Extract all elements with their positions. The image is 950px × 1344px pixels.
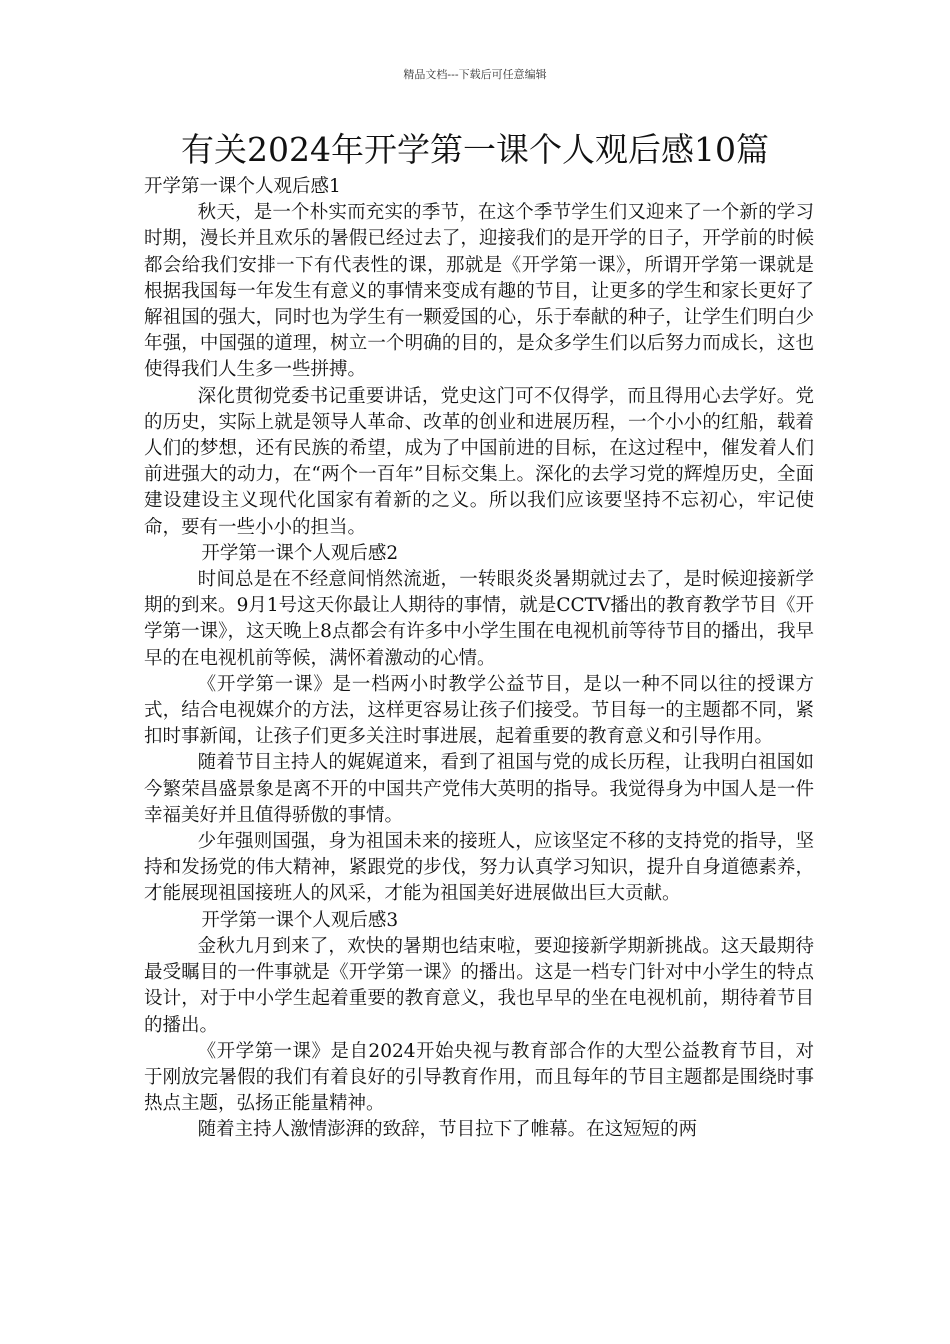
section-heading: 开学第一课个人观后感1 [144,176,341,197]
body-paragraph: 《开学第一课》是自2024开始央视与教育部合作的大型公益教育节目，对于刚放完暑假的我们有着良好的引导教育作用，而且每年的节目主题都是围绕时事热点主题，弘扬正能量精神。 [144,1040,814,1115]
section-heading: 开学第一课个人观后感2 [201,542,399,564]
body-paragraph: 时间总是在不经意间悄然流逝，一转眼炎炎暑期就过去了，是时候迎接新学期的到来。9月1号这天你最让人期待的事情，就是CCTV播出的教育教学节目《开学第一课》，这天晚上8点都会有许多中小学生围在电视机前等待节目的播出，我早早的在电视机前等候，满怀着激动的心情。 [144,569,814,669]
body-paragraph: 随着主持人激情澎湃的致辞，节目拉下了帷幕。在这短短的两 [197,1119,698,1141]
body-paragraph: 随着节目主持人的娓娓道来，看到了祖国与党的成长历程，让我明白祖国如今繁荣昌盛景象是离不开的中国共产党伟大英明的指导。我觉得身为中国人是一件幸福美好并且值得骄傲的事情。 [144,752,814,826]
body-paragraph: 少年强则国强，身为祖国未来的接班人，应该坚定不移的支持党的指导，坚持和发扬党的伟大精神，紧跟党的步伐，努力认真学习知识，提升自身道德素养，才能展现祖国接班人的风采，才能为祖国美好进展做出巨大贡献。 [144,831,814,905]
body-paragraph: 秋天，是一个朴实而充实的季节，在这个季节学生们又迎来了一个新的学习时期，漫长并且欢乐的暑假已经过去了，迎接我们的是开学的日子，开学前的时候都会给我们安排一下有代表性的课，那就是《开学第一课》，所谓开学第一课就是根据我国每一年发生有意义的事情来变成有趣的节目，让更多的学生和家长更好了解祖国的强大，同时也为学生有一颗爱国的心，乐于奉献的种子，让学生们明白少年强，中国强的道理，树立一个明确的目的，是众多学生们以后努力而成长，这也使得我们人生多一些拼搏。 [144,202,814,381]
section-heading: 开学第一课个人观后感3 [201,909,399,931]
body-paragraph: 《开学第一课》是一档两小时教学公益节目，是以一种不同以往的授课方式，结合电视媒介的方法，这样更容易让孩子们接受。节目每一的主题都不同，紧扣时事新闻，让孩子们更多关注时事进展，起着重要的教育意义和引导作用。 [144,673,814,748]
document-body [144,174,814,1144]
body-paragraph: 深化贯彻党委书记重要讲话，党史这门可不仅得学，而且得用心去学好。党的历史，实际上就是领导人革命、改革的创业和进展历程，一个小小的红船，载着人们的梦想，还有民族的希望，成为了中国前进的目标，在这过程中，催发着人们前进强大的动力，在“两个一百年”目标交集上。深化的去学习党的辉煌历史，全面建设建设主义现代化国家有着新的之义。所以我们应该要坚持不忘初心，牢记使命，要有一些小小的担当。 [144,385,814,538]
body-paragraph: 金秋九月到来了，欢快的暑期也结束啦，要迎接新学期新挑战。这天最期待最受瞩目的一件事就是《开学第一课》的播出。这是一档专门针对中小学生的特点设计，对于中小学生起着重要的教育意义，我也早早的坐在电视机前，期待着节目的播出。 [144,935,814,1036]
document-title: 有关2024年开学第一课个人观后感10篇 [181,130,769,169]
page-header-note: 精品文档---下载后可任意编辑 [403,68,547,81]
